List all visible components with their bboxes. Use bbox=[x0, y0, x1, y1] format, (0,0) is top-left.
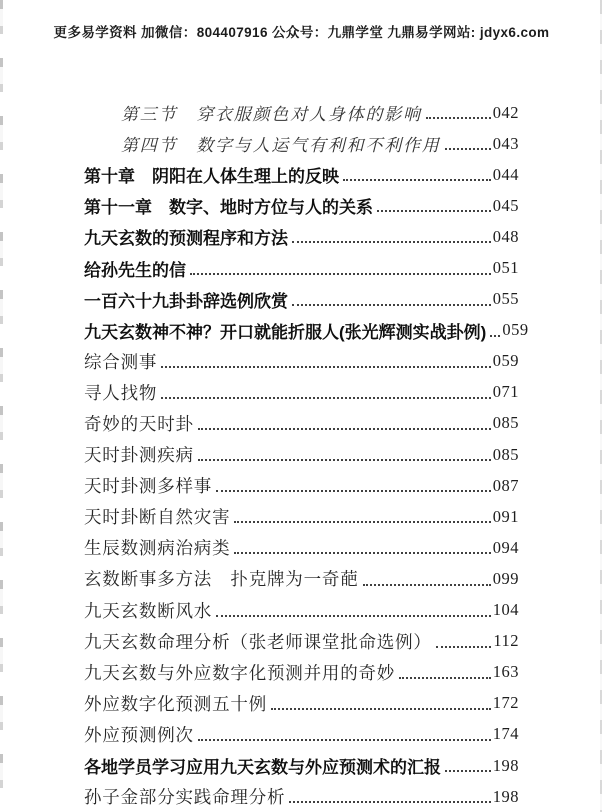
toc-entry bbox=[84, 532, 519, 563]
toc-entry-title: 天时卦测多样事 bbox=[84, 476, 213, 497]
toc-entry-page-number: 172 bbox=[492, 693, 519, 713]
dot-leader bbox=[490, 335, 500, 337]
dot-leader bbox=[377, 210, 491, 212]
dot-leader bbox=[426, 117, 491, 119]
dot-leader bbox=[234, 552, 490, 554]
toc-entry-page-number: 051 bbox=[492, 258, 519, 278]
watermark-header: 更多易学资料 加微信：804407916 公众号：九鼎学堂 九鼎易学网站: jdyx6.com bbox=[53, 25, 550, 40]
toc-entry bbox=[84, 470, 519, 501]
toc-entry-page-number: 085 bbox=[492, 444, 519, 464]
toc-entry bbox=[84, 284, 519, 315]
toc-entry bbox=[84, 315, 529, 346]
toc-entry bbox=[84, 346, 519, 377]
dot-leader bbox=[436, 646, 492, 648]
toc-entry-page-number: 099 bbox=[492, 568, 519, 588]
toc-entry-page-number: 059 bbox=[502, 320, 529, 340]
toc-entry-title: 外应预测例次 bbox=[84, 724, 194, 745]
toc-entry-title: 孙子金部分实践命理分析 bbox=[84, 787, 286, 808]
toc-entry-title: 给孙先生的信 bbox=[84, 260, 186, 280]
toc-entry-page-number: 198 bbox=[492, 786, 519, 806]
toc-entry-page-number: 055 bbox=[492, 289, 519, 309]
toc-entry bbox=[84, 159, 519, 190]
toc-entry bbox=[84, 377, 519, 408]
toc-entry-title: 第十章 阴阳在人体生理上的反映 bbox=[84, 167, 339, 187]
left-scan-edge-artifact bbox=[0, 0, 3, 812]
dot-leader bbox=[198, 739, 491, 741]
toc-entry-page-number: 112 bbox=[493, 631, 519, 651]
dot-leader bbox=[445, 148, 491, 150]
toc-entry bbox=[84, 501, 519, 532]
toc-entry-page-number: 043 bbox=[492, 133, 519, 153]
dot-leader bbox=[363, 584, 491, 586]
toc-list bbox=[84, 97, 529, 812]
dot-leader bbox=[198, 428, 491, 430]
toc-entry bbox=[84, 595, 519, 626]
toc-entry bbox=[84, 221, 519, 252]
dot-leader bbox=[216, 615, 491, 617]
toc-entry-page-number: 045 bbox=[492, 195, 519, 215]
dot-leader bbox=[161, 397, 491, 399]
toc-entry bbox=[84, 563, 519, 594]
dot-leader bbox=[399, 677, 491, 679]
toc-entry-title: 综合测事 bbox=[84, 351, 158, 372]
toc-entry-title: 天时卦断自然灾害 bbox=[84, 507, 231, 528]
dot-leader bbox=[292, 304, 491, 306]
toc-entry-title: 一百六十九卦卦辞选例欣赏 bbox=[84, 291, 288, 311]
toc-entry bbox=[84, 190, 519, 221]
dot-leader bbox=[445, 770, 491, 772]
toc-entry bbox=[84, 439, 519, 470]
toc-entry bbox=[84, 688, 519, 719]
toc-entry bbox=[84, 781, 519, 812]
dot-leader bbox=[198, 459, 491, 461]
toc-entry-page-number: 087 bbox=[492, 475, 519, 495]
toc-entry bbox=[84, 657, 519, 688]
right-scan-edge-artifact bbox=[600, 0, 602, 812]
toc-entry-title: 寻人找物 bbox=[84, 382, 158, 403]
toc-entry-page-number: 044 bbox=[492, 164, 519, 184]
toc-entry-page-number: 048 bbox=[492, 226, 519, 246]
toc-entry bbox=[84, 408, 519, 439]
toc-entry-page-number: 042 bbox=[492, 102, 519, 122]
toc-entry bbox=[84, 252, 519, 283]
dot-leader bbox=[161, 366, 491, 368]
toc-entry-page-number: 091 bbox=[492, 506, 519, 526]
dot-leader bbox=[234, 521, 490, 523]
toc-entry bbox=[84, 626, 519, 657]
dot-leader bbox=[292, 241, 491, 243]
toc-entry-title: 第十一章 数字、地时方位与人的关系 bbox=[84, 198, 373, 218]
dot-leader bbox=[190, 273, 491, 275]
toc-entry-page-number: 071 bbox=[492, 382, 519, 402]
toc-entry-title: 九天玄数断风水 bbox=[84, 600, 213, 621]
toc-entry-title: 九天玄数与外应数字化预测并用的奇妙 bbox=[84, 662, 396, 683]
toc-entry-title: 第四节 数字与人运气有利和不利作用 bbox=[121, 136, 441, 156]
dot-leader bbox=[216, 490, 491, 492]
toc-entry-title: 各地学员学习应用九天玄数与外应预测术的汇报 bbox=[84, 758, 441, 778]
toc-entry-title: 玄数断事多方法 扑克牌为一奇葩 bbox=[84, 569, 359, 590]
toc-entry bbox=[84, 97, 519, 128]
toc-entry-title: 第三节 穿衣服颜色对人身体的影响 bbox=[121, 105, 422, 125]
toc-entry-page-number: 059 bbox=[492, 351, 519, 371]
toc-entry-title: 奇妙的天时卦 bbox=[84, 413, 194, 434]
dot-leader bbox=[343, 179, 491, 181]
toc-entry-page-number: 198 bbox=[492, 755, 519, 775]
toc-entry-page-number: 174 bbox=[492, 724, 519, 744]
toc-entry-title: 九天玄数神不神？开口就能折服人(张光辉测实战卦例) bbox=[84, 322, 487, 342]
toc-entry-page-number: 104 bbox=[492, 600, 519, 620]
toc-entry-title: 生辰数测病治病类 bbox=[84, 538, 231, 559]
toc-entry-title: 外应数字化预测五十例 bbox=[84, 693, 267, 714]
dot-leader bbox=[271, 708, 491, 710]
toc-entry bbox=[84, 719, 519, 750]
dot-leader bbox=[289, 801, 490, 803]
toc-entry-page-number: 094 bbox=[492, 537, 519, 557]
toc-entry bbox=[84, 128, 519, 159]
toc-entry bbox=[84, 750, 519, 781]
toc-entry-title: 天时卦测疾病 bbox=[84, 445, 194, 466]
toc-entry-page-number: 163 bbox=[492, 662, 519, 682]
toc-entry-title: 九天玄数命理分析（张老师课堂批命选例） bbox=[84, 631, 432, 652]
toc-entry-page-number: 085 bbox=[492, 413, 519, 433]
toc-entry-title: 九天玄数的预测程序和方法 bbox=[84, 229, 288, 249]
